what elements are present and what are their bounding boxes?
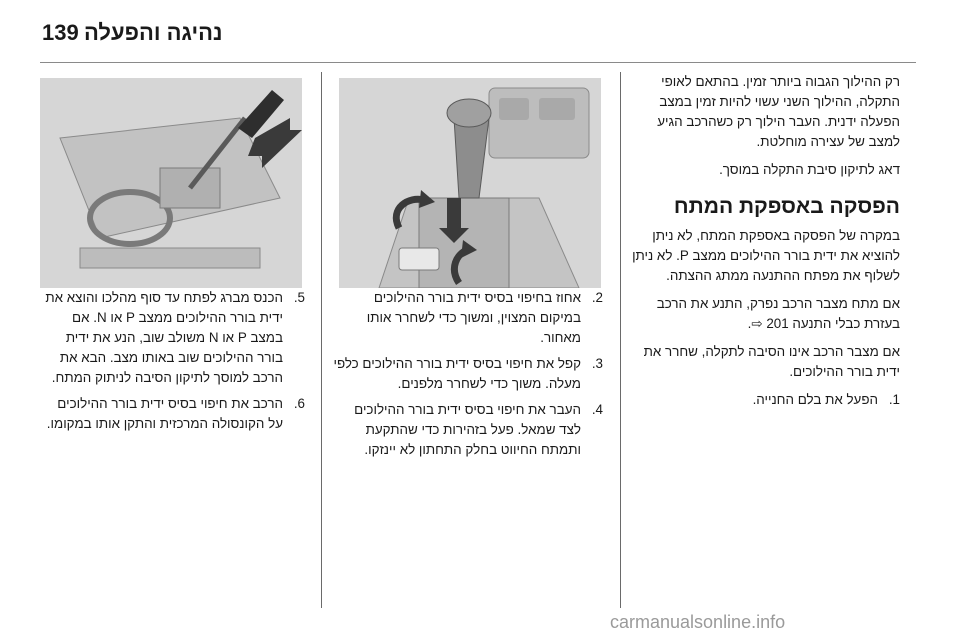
- step-text: הרכב את חיפוי בסיס ידית בורר ההילוכים על הקונסולה המרכזית והתקן אותו במקומו.: [46, 396, 283, 431]
- step-item: [333, 288, 603, 348]
- column-right: [632, 72, 900, 416]
- steps-list-left: [40, 288, 305, 434]
- column-divider-left: [321, 72, 322, 608]
- step-text: אחוז בחיפוי בסיס ידית בורר ההילוכים במיקום המצוין, ומשוך כדי לשחרר אותו מאחור.: [366, 290, 581, 345]
- step-item: [333, 400, 603, 460]
- note-paragraph: דאג לתיקון סיבת התקלה במוסך.: [719, 162, 900, 177]
- header-divider: [40, 62, 916, 63]
- steps-list-middle: [333, 288, 603, 460]
- steps-list-right: [632, 390, 900, 410]
- power-paragraph-3: אם מצבר הרכב אינו הסיבה לתקלה, שחרר את ידית בורר ההילוכים.: [643, 344, 900, 379]
- step-item: [40, 288, 305, 388]
- step-number: 6.: [293, 396, 305, 411]
- step-number: 5.: [293, 290, 305, 305]
- step-number: 1.: [888, 392, 900, 407]
- column-divider-right: [620, 72, 621, 608]
- step-text: הפעל את בלם החנייה.: [752, 392, 878, 407]
- page-number: 139: [42, 20, 79, 45]
- section-title: נהיגה והפעלה: [84, 20, 223, 45]
- watermark: carmanualsonline.info: [610, 612, 786, 632]
- page-header: [0, 14, 960, 50]
- column-middle: [333, 72, 603, 466]
- power-paragraph-1: במקרה של הפסקה באספקת המתח, לא ניתן להוציא את ידית בורר ההילוכים ממצב P. לא ניתן לשלוף את מפתח ההתנעה ממתג ההצתה.: [632, 228, 900, 283]
- step-number: 2.: [591, 290, 603, 305]
- step-item: [632, 390, 900, 410]
- intro-paragraph: רק ההילוך הגבוה ביותר זמין. בהתאם לאופי התקלה, ההילוך השני עשוי להיות זמין במצב הפעלה ידנית. העבר הילוך רק כשהרכב הגיע למצב של עצירה מוחלטת.: [657, 74, 900, 149]
- step-number: 3.: [591, 356, 603, 371]
- step-number: 4.: [591, 402, 603, 417]
- step-text: קפל את חיפוי בסיס ידית בורר ההילוכים כלפי מעלה. משוך כדי לשחרר מלפנים.: [333, 356, 581, 391]
- power-paragraph-2: אם מתח מצבר הרכב נפרק, התנע את הרכב בעזרת כבלי התנעה 201 ⇨.: [656, 296, 900, 331]
- step-item: [333, 354, 603, 394]
- power-interruption-heading: הפסקה באספקת המתח: [673, 195, 900, 218]
- step-text: הכנס מברג לפתח עד סוף מהלכו והוצא את ידית בורר ההילוכים ממצב P או N. אם במצב P או N משולב שוב, הנע את ידית בורר ההילוכים שוב באותו מצב. הבא את הרכב למוסך לתיקון הסיבה לניתוק המתח.: [45, 290, 283, 385]
- step-item: [40, 394, 305, 434]
- column-left: [40, 72, 305, 440]
- step-text: העבר את חיפוי בסיס ידית בורר ההילוכים לצד שמאל. פעל בזהירות כדי שהתקעת ותמתח החיווט בחלק התחתון לא יינזקו.: [354, 402, 581, 457]
